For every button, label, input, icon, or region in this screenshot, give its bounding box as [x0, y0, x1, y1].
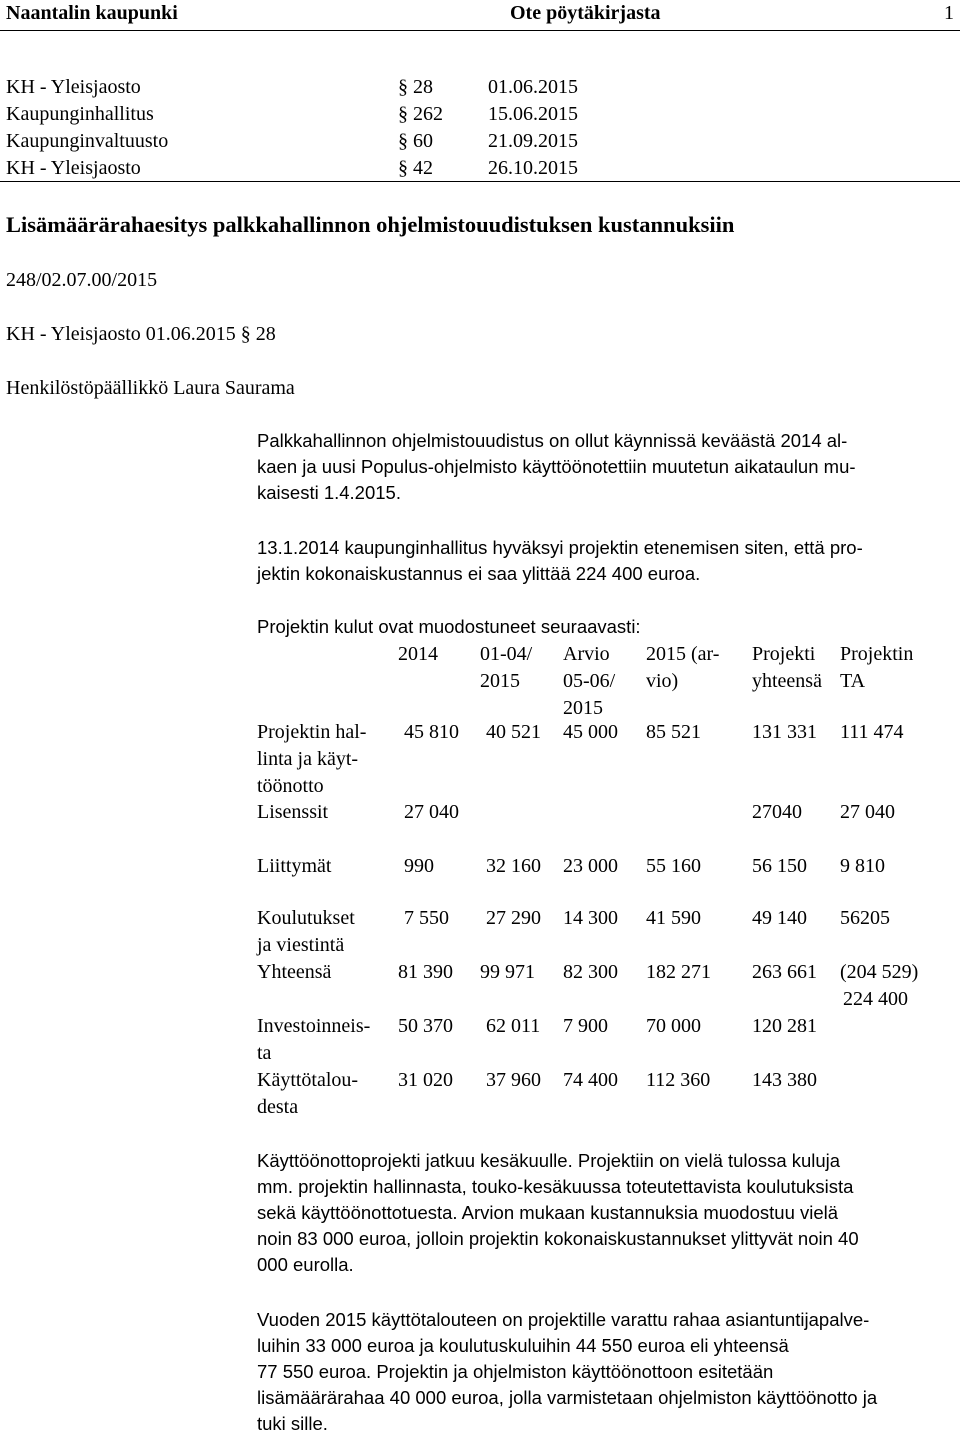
- table-cell: 32 160: [486, 855, 541, 877]
- paragraph-line: kaisesti 1.4.2015.: [257, 482, 401, 503]
- budget-total-cell: 224 400: [843, 988, 908, 1010]
- label-line: Investoinneis-: [257, 1015, 371, 1037]
- table-header: [840, 641, 913, 695]
- meeting-section: § 60: [398, 130, 433, 152]
- table-cell: 7 550: [404, 907, 449, 929]
- table-cell: 70 000: [646, 1015, 701, 1037]
- table-cell: 31 020: [398, 1069, 453, 1091]
- table-cell: 49 140: [752, 907, 807, 929]
- reference-number: 248/02.07.00/2015: [6, 269, 158, 291]
- municipality-name: Naantalin kaupunki: [6, 2, 178, 24]
- paragraph-line: Vuoden 2015 käyttötalouteen on projektille varattu rahaa asiantuntijapalve-: [257, 1309, 870, 1330]
- table-header: [480, 641, 532, 695]
- page-number: 1: [944, 2, 954, 24]
- meeting-body: Kaupunginhallitus: [6, 103, 154, 125]
- paragraph-line: luihin 33 000 euroa ja koulutuskuluihin 44 550 euroa eli yhteensä: [257, 1335, 789, 1356]
- header-line: Arvio: [563, 643, 610, 665]
- table-row-label: [257, 1013, 370, 1067]
- paragraph-line: jektin kokonaiskustannus ei saa ylittää 224 400 euroa.: [257, 563, 701, 584]
- header-line: 2015 (ar-: [646, 643, 720, 665]
- table-cell: 7 900: [563, 1015, 608, 1037]
- table-header: [563, 641, 615, 722]
- meetings-rule: [0, 181, 960, 182]
- table-cell: 81 390: [398, 961, 453, 983]
- paragraph-continuation: [257, 1148, 859, 1278]
- table-row-label: [257, 1067, 358, 1121]
- header-line: 2015: [480, 670, 520, 692]
- table-cell: 45 810: [404, 721, 459, 743]
- label-line: Projektin hal-: [257, 721, 367, 743]
- table-row-label: [257, 959, 331, 986]
- header-line: 05-06/: [563, 670, 616, 692]
- header-line: yhteensä: [752, 670, 822, 692]
- meeting-reference: KH - Yleisjaosto 01.06.2015 § 28: [6, 323, 276, 345]
- presenter: Henkilöstöpäällikkö Laura Saurama: [6, 377, 295, 399]
- table-cell: 55 160: [646, 855, 701, 877]
- paragraph-line: 000 eurolla.: [257, 1254, 354, 1275]
- table-cell: 120 281: [752, 1015, 817, 1037]
- label-line: ja viestintä: [257, 934, 345, 956]
- paragraph-line: tuki sille.: [257, 1413, 328, 1434]
- table-cell: 27 290: [486, 907, 541, 929]
- table-cell: 45 000: [563, 721, 618, 743]
- table-cell: 41 590: [646, 907, 701, 929]
- header-line: 2014: [398, 643, 438, 665]
- label-line: linta ja käyt-: [257, 748, 359, 770]
- table-row-label: [257, 719, 366, 800]
- table-cell: 74 400: [563, 1069, 618, 1091]
- meeting-date: 26.10.2015: [488, 157, 578, 179]
- label-line: Koulutukset: [257, 907, 355, 929]
- meeting-date: 15.06.2015: [488, 103, 578, 125]
- table-cell: 112 360: [646, 1069, 711, 1091]
- paragraph-line: 77 550 euroa. Projektin ja ohjelmiston käyttöönottoon esitetään: [257, 1361, 774, 1382]
- table-row-label: [257, 853, 331, 880]
- label-line: Lisenssit: [257, 801, 329, 823]
- table-cell: 23 000: [563, 855, 618, 877]
- paragraph-line: 13.1.2014 kaupunginhallitus hyväksyi projektin etenemisen siten, että pro-: [257, 537, 863, 558]
- table-cell: 143 380: [752, 1069, 817, 1091]
- table-cell: 40 521: [486, 721, 541, 743]
- paragraph-line: Käyttöönottoprojekti jatkuu kesäkuulle. Projektiin on vielä tulossa kuluja: [257, 1150, 841, 1171]
- meeting-section: § 28: [398, 76, 433, 98]
- paragraph-line: Palkkahallinnon ohjelmistouudistus on ollut käynnissä keväästä 2014 al-: [257, 430, 848, 451]
- meeting-body: Kaupunginvaltuusto: [6, 130, 169, 152]
- table-cell: 131 331: [752, 721, 817, 743]
- table-cell: 27 040: [404, 801, 459, 823]
- meeting-body: KH - Yleisjaosto: [6, 76, 141, 98]
- table-row-label: [257, 905, 355, 959]
- label-line: Liittymät: [257, 855, 332, 877]
- paragraph-intro: [257, 428, 856, 506]
- label-line: töönotto: [257, 775, 324, 797]
- paragraph-line: kaen ja uusi Populus-ohjelmisto käyttöönotettiin muutetun aikataulun mu-: [257, 456, 856, 477]
- meeting-body: KH - Yleisjaosto: [6, 157, 141, 179]
- header-line: TA: [840, 670, 866, 692]
- meeting-section: § 42: [398, 157, 433, 179]
- label-line: Käyttötalou-: [257, 1069, 359, 1091]
- table-intro: Projektin kulut ovat muodostuneet seuraavasti:: [257, 616, 641, 637]
- paragraph-decision: [257, 535, 863, 587]
- document-type: Ote pöytäkirjasta: [510, 2, 661, 24]
- table-cell: 9 810: [840, 855, 885, 877]
- table-cell: 111 474: [840, 721, 904, 743]
- meeting-date: 21.09.2015: [488, 130, 578, 152]
- table-header: [752, 641, 822, 695]
- table-cell: 27 040: [840, 801, 895, 823]
- table-cell: (204 529): [840, 961, 919, 983]
- table-cell: 56205: [840, 907, 890, 929]
- paragraph-line: mm. projektin hallinnasta, touko-kesäkuussa toteutettavista koulutuksista: [257, 1176, 854, 1197]
- table-cell: 85 521: [646, 721, 701, 743]
- header-line: vio): [646, 670, 679, 692]
- table-cell: 37 960: [486, 1069, 541, 1091]
- label-line: desta: [257, 1096, 299, 1118]
- table-cell: 27040: [752, 801, 802, 823]
- table-cell: 56 150: [752, 855, 807, 877]
- paragraph-line: lisämäärärahaa 40 000 euroa, jolla varmistetaan ohjelmiston käyttöönotto ja: [257, 1387, 878, 1408]
- table-cell: 263 661: [752, 961, 817, 983]
- table-header: [646, 641, 719, 695]
- paragraph-line: noin 83 000 euroa, jolloin projektin kokonaiskustannukset ylittyvät noin 40: [257, 1228, 859, 1249]
- meeting-date: 01.06.2015: [488, 76, 578, 98]
- table-cell: 182 271: [646, 961, 711, 983]
- meeting-section: § 262: [398, 103, 443, 125]
- table-cell: 14 300: [563, 907, 618, 929]
- header-line: 01-04/: [480, 643, 533, 665]
- header-line: Projektin: [840, 643, 914, 665]
- table-header: [398, 641, 438, 668]
- document-title: Lisämäärärahaesitys palkkahallinnon ohjelmistouudistuksen kustannuksiin: [6, 212, 735, 237]
- table-row-label: [257, 799, 328, 826]
- paragraph-line: sekä käyttöönottotuesta. Arvion mukaan kustannuksia muodostuu vielä: [257, 1202, 839, 1223]
- header-rule: [0, 30, 960, 31]
- table-cell: 99 971: [480, 961, 535, 983]
- paragraph-budget: [257, 1307, 877, 1437]
- table-cell: 50 370: [398, 1015, 453, 1037]
- table-cell: 62 011: [486, 1015, 541, 1037]
- header-line: 2015: [563, 697, 603, 719]
- table-cell: 990: [404, 855, 434, 877]
- label-line: Yhteensä: [257, 961, 332, 983]
- header-line: Projekti: [752, 643, 816, 665]
- label-line: ta: [257, 1042, 272, 1064]
- table-cell: 82 300: [563, 961, 618, 983]
